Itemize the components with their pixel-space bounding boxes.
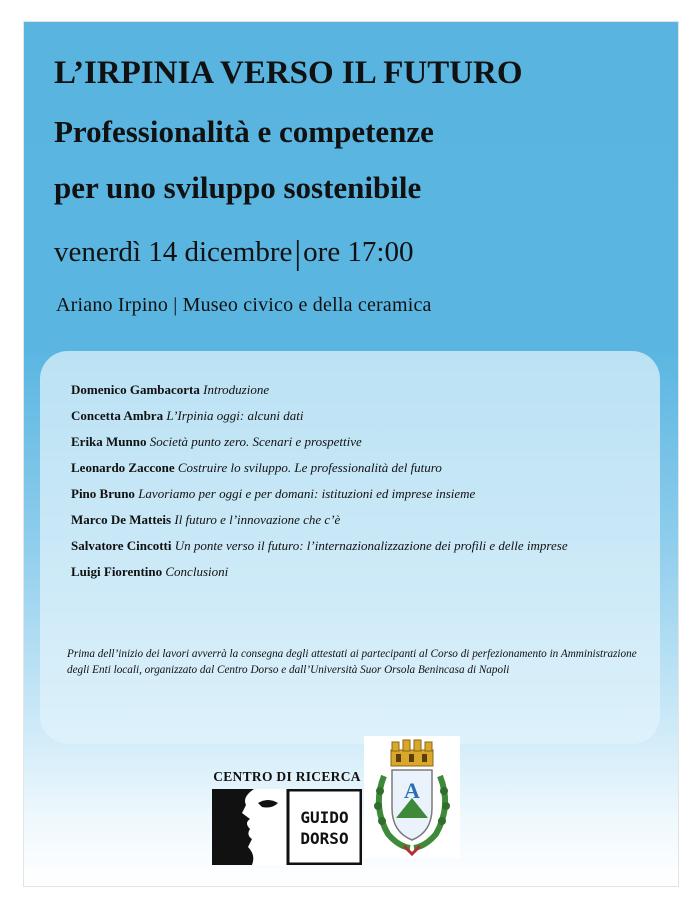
talk-title: Lavoriamo per oggi e per domani: istituzioni ed imprese insieme (138, 486, 476, 501)
ariano-irpino-crest (364, 736, 460, 858)
talk-title: L’Irpinia oggi: alcuni dati (166, 408, 304, 423)
logo-text-guido: GUIDO (300, 808, 349, 827)
program-panel (40, 351, 660, 744)
speaker-item (71, 458, 641, 477)
event-subtitle-line1: Professionalità e competenze (54, 114, 434, 149)
talk-title: Introduzione (203, 382, 270, 397)
logo-heading: CENTRO DI RICERCA (213, 769, 361, 784)
speaker-item (71, 406, 641, 425)
talk-title: Società punto zero. Scenari e prospettive (149, 434, 362, 449)
centro-dorso-logo (212, 769, 362, 863)
talk-title: Conclusioni (165, 564, 229, 579)
speaker-name: Luigi Fiorentino (71, 564, 163, 579)
speaker-item (71, 484, 641, 503)
coat-of-arms-icon (364, 736, 460, 858)
name-box (288, 790, 361, 864)
logo-text-dorso: DORSO (300, 829, 349, 848)
event-subtitle-line2: per uno sviluppo sostenibile (54, 170, 422, 205)
event-poster (24, 22, 678, 886)
talk-title: Il futuro e l’innovazione che c’è (174, 512, 341, 527)
speaker-item (71, 432, 641, 451)
crest-letter: A (404, 778, 420, 803)
speaker-item (71, 536, 641, 555)
speaker-name: Salvatore Cincotti (71, 538, 172, 553)
speaker-item (71, 380, 641, 399)
date-separator: | (294, 235, 302, 272)
event-day: venerdì 14 dicembre (54, 236, 293, 268)
speaker-name: Leonardo Zaccone (71, 460, 175, 475)
speaker-list (71, 380, 641, 588)
speaker-name: Erika Munno (71, 434, 147, 449)
talk-title: Costruire lo sviluppo. Le professionalità del futuro (177, 460, 442, 475)
speaker-name: Marco De Matteis (71, 512, 172, 527)
event-time: ore 17:00 (303, 236, 414, 268)
speaker-name: Concetta Ambra (71, 408, 164, 423)
talk-title: Un ponte verso il futuro: l’internazionalizzazione dei profili e delle imprese (174, 538, 568, 553)
speaker-name: Pino Bruno (71, 486, 135, 501)
speaker-name: Domenico Gambacorta (71, 382, 200, 397)
event-date (54, 235, 414, 273)
event-location: Ariano Irpino | Museo civico e della ceramica (56, 294, 432, 316)
ribbon-icon (404, 846, 420, 854)
event-title: L’IRPINIA VERSO IL FUTURO (54, 55, 523, 91)
guido-dorso-mark (212, 789, 362, 865)
speaker-item (71, 562, 641, 581)
certificate-note: Prima dell’inizio dei lavori avverrà la consegna degli attestati ai partecipanti al Corso di perfezionamento in Amministrazione degli Enti locali, organizzato dal Centro Dorso e dall’Università Suor Orsola Benincasa di Napoli (67, 648, 637, 676)
speaker-item (71, 510, 641, 529)
